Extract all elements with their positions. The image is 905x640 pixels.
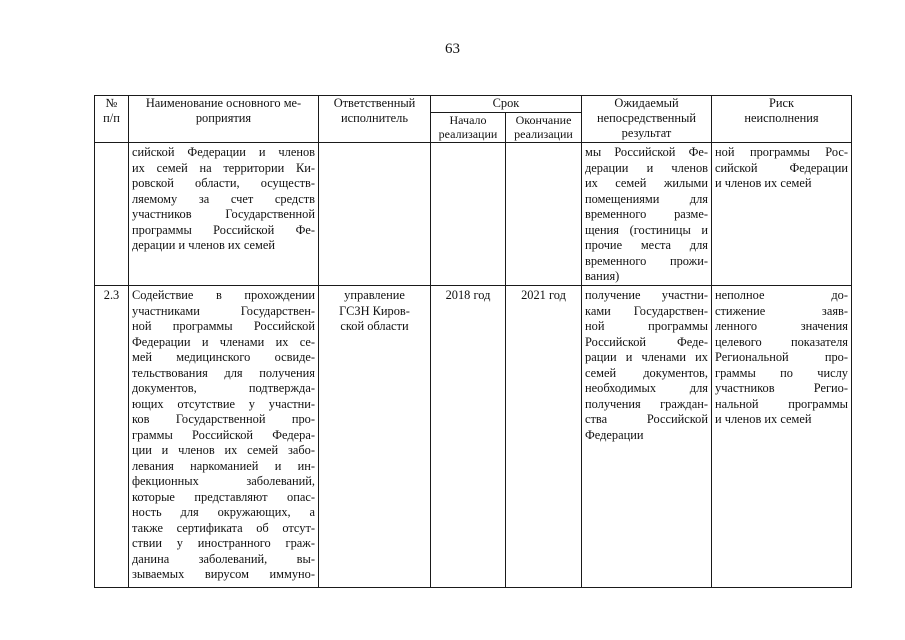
cell-name-line: ной программы Российской <box>132 319 315 333</box>
cell-result-line: их семей жилыми <box>585 176 708 190</box>
cell-name-line: данина заболеваний, вы- <box>132 551 315 566</box>
header-responsible-line: исполнитель <box>341 111 408 125</box>
cell-name-line: мей медицинского освиде- <box>132 350 315 364</box>
cell-name <box>129 143 319 286</box>
cell-result-line: мы Российской Фе- <box>585 145 708 159</box>
cell-responsible-line: ГСЗН Киров- <box>339 303 410 318</box>
cell-result-line: ства Российской <box>585 412 708 426</box>
header-end-line: Окончание <box>515 113 572 127</box>
cell-result-line: ной программы <box>585 319 708 333</box>
cell-name-line: ков Государственной про- <box>132 412 315 426</box>
cell-risk-line: нальной программы <box>715 396 848 411</box>
cell-result <box>582 143 712 286</box>
header-term: Срок <box>431 96 582 113</box>
cell-end-text: 2021 год <box>521 288 566 302</box>
header-result <box>582 96 712 143</box>
cell-risk-line: и членов их семей <box>715 176 812 190</box>
cell-name-line: участниками Государствен- <box>132 303 315 318</box>
cell-result-line: дерации и членов <box>585 160 708 175</box>
header-name-line: Наименование основного ме- <box>145 96 302 110</box>
cell-result-line: щения (гостиницы и <box>585 222 708 237</box>
cell-result-line: временного разме- <box>585 207 708 221</box>
cell-result <box>582 286 712 588</box>
cell-name-line: левания наркоманией и ин- <box>132 458 315 473</box>
cell-risk-line: неполное до- <box>715 288 848 302</box>
cell-risk-line: участников Регио- <box>715 381 848 395</box>
cell-result-line: получение участни- <box>585 288 708 302</box>
header-num-line: п/п <box>103 111 120 125</box>
header-risk-line: Риск <box>768 96 795 110</box>
cell-risk <box>712 286 852 588</box>
cell-name-line: зываемых вирусом иммуно- <box>132 567 315 581</box>
cell-name-line: дерации и членов их семей <box>132 238 275 252</box>
cell-responsible <box>319 143 431 286</box>
cell-result-line: временного прожи- <box>585 253 708 268</box>
cell-result-line: получения граждан- <box>585 396 708 411</box>
cell-risk-line: сийской Федерации <box>715 160 848 175</box>
header-result-line: непосредственный <box>596 111 696 125</box>
table-row <box>95 286 852 588</box>
cell-risk-line: граммы по числу <box>715 365 848 380</box>
cell-name-line: ровской области, осуществ- <box>132 176 315 190</box>
header-risk <box>712 96 852 143</box>
cell-result-line: Федерации <box>585 427 644 442</box>
cell-name-line: ность для окружающих, а <box>132 505 315 519</box>
header-result-line: Ожидаемый <box>614 96 679 110</box>
cell-end <box>506 286 582 588</box>
cell-result-line: прочие места для <box>585 238 708 252</box>
cell-start <box>431 286 506 588</box>
header-num <box>95 96 129 143</box>
cell-name-line: которые представляют опас- <box>132 489 315 504</box>
cell-start-text: 2018 год <box>445 288 491 302</box>
cell-risk-line: стижение заяв- <box>715 303 848 318</box>
header-end-line: реализации <box>514 127 573 141</box>
header-name <box>129 96 319 143</box>
cell-result-line: вания) <box>585 269 620 283</box>
cell-name-line: также сертификата об отсут- <box>132 520 315 535</box>
cell-result-line: необходимых для <box>585 381 708 395</box>
cell-result-line: Российской Феде- <box>585 334 708 349</box>
header-responsible-line: Ответственный <box>333 96 416 110</box>
cell-name-line: фекционных заболеваний, <box>132 474 315 488</box>
cell-risk-line: ной программы Рос- <box>715 145 848 159</box>
header-risk-line: неисполнения <box>744 111 819 125</box>
header-responsible <box>319 96 431 143</box>
cell-name-line: граммы Российской Федера- <box>132 427 315 442</box>
header-start-line: Начало <box>449 113 487 127</box>
cell-name-line: тельствования для получения <box>132 365 315 380</box>
header-num-line: № <box>105 96 118 110</box>
cell-result-line: ками Государствен- <box>585 303 708 318</box>
cell-risk-line: ленного значения <box>715 319 848 333</box>
header-end <box>506 113 582 143</box>
cell-num-text: 2.3 <box>103 288 120 302</box>
table-row <box>95 143 852 286</box>
header-name-line: роприятия <box>195 111 252 125</box>
cell-name-line: Федерации и членами их се- <box>132 334 315 349</box>
activities-table <box>94 95 852 588</box>
page-number: 63 <box>445 41 460 57</box>
cell-name-line: ствии у иностранного граж- <box>132 536 315 550</box>
cell-risk-line: Региональной про- <box>715 350 848 364</box>
cell-num <box>95 286 129 588</box>
cell-name-line: ции и членов их семей забо- <box>132 443 315 457</box>
header-result-line: результат <box>621 126 672 140</box>
cell-name-line: программы Российской Фе- <box>132 222 315 237</box>
cell-name-line: ляемому за счет средств <box>132 191 315 206</box>
cell-responsible-line: управление <box>344 288 405 302</box>
cell-name-line: Содействие в прохождении <box>132 288 315 302</box>
cell-risk-line: и членов их семей <box>715 412 812 426</box>
cell-risk-line: целевого показателя <box>715 334 848 349</box>
cell-responsible <box>319 286 431 588</box>
header-row-1 <box>95 96 852 113</box>
cell-risk <box>712 143 852 286</box>
cell-name-line: участников Государственной <box>132 207 315 221</box>
header-start <box>431 113 506 143</box>
cell-name-line: их семей на территории Ки- <box>132 160 315 175</box>
cell-end <box>506 143 582 286</box>
cell-result-line: рации и членами их <box>585 350 708 364</box>
cell-start <box>431 143 506 286</box>
cell-result-line: семей документов, <box>585 365 708 380</box>
cell-name-line: ющих отсутствие у участни- <box>132 396 315 411</box>
cell-name <box>129 286 319 588</box>
cell-result-line: помещениями для <box>585 191 708 206</box>
cell-responsible-line: ской области <box>340 319 409 333</box>
cell-num <box>95 143 129 286</box>
cell-name-line: сийской Федерации и членов <box>132 145 315 159</box>
cell-name-line: документов, подтвержда- <box>132 381 315 395</box>
header-start-line: реализации <box>438 127 498 141</box>
